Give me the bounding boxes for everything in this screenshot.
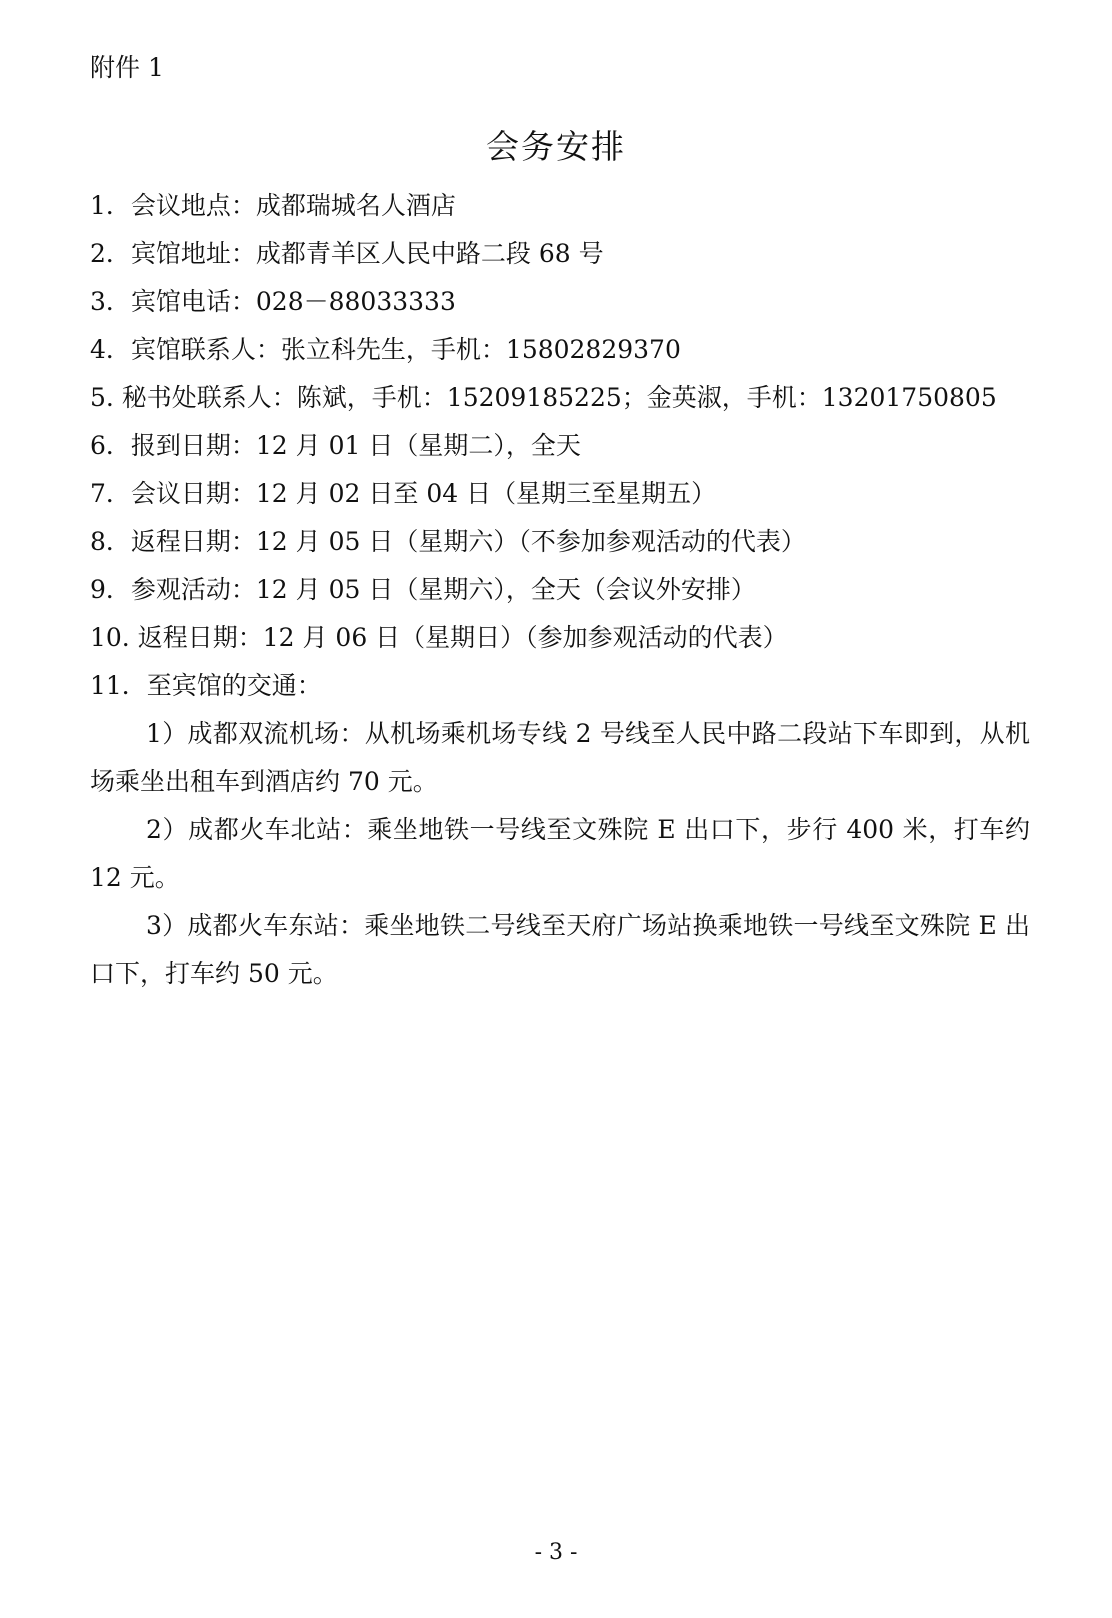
document-title: 会务安排	[486, 127, 626, 166]
transport-north-station: 2）成都火车北站：乘坐地铁一号线至文殊院 E 出口下，步行 400 米，打车约 12 元。	[90, 815, 1030, 892]
item-registration-date: 6．报到日期：12 月 01 日（星期二），全天	[90, 431, 581, 460]
item-hotel-address: 2．宾馆地址：成都青羊区人民中路二段 68 号	[90, 239, 604, 268]
document-body	[90, 182, 1030, 998]
item-hotel-contact: 4．宾馆联系人：张立科先生，手机：15802829370	[90, 335, 681, 364]
page-number: - 3 -	[534, 1540, 578, 1565]
item-meeting-dates: 7．会议日期：12 月 02 日至 04 日（星期三至星期五）	[90, 479, 717, 508]
transport-airport: 1）成都双流机场：从机场乘机场专线 2 号线至人民中路二段站下车即到，从机场乘坐出租车到酒店约 70 元。	[90, 719, 1030, 796]
item-tour-activity: 9．参观活动：12 月 05 日（星期六），全天（会议外安排）	[90, 575, 756, 604]
transport-east-station: 3）成都火车东站：乘坐地铁二号线至天府广场站换乘地铁一号线至文殊院 E 出口下，打车约 50 元。	[90, 911, 1030, 988]
item-return-date-no-tour: 8．返程日期：12 月 05 日（星期六）（不参加参观活动的代表）	[90, 527, 806, 556]
item-transport-heading: 11．至宾馆的交通：	[90, 671, 322, 700]
item-venue: 1．会议地点：成都瑞城名人酒店	[90, 191, 456, 220]
item-return-date-tour: 10. 返程日期：12 月 06 日（星期日）（参加参观活动的代表）	[90, 623, 788, 652]
item-hotel-phone: 3．宾馆电话：028－88033333	[90, 287, 456, 316]
attachment-label: 附件 1	[90, 53, 164, 82]
item-secretariat-contact: 5. 秘书处联系人：陈斌，手机：15209185225；金英淑，手机：13201750805	[90, 383, 997, 412]
